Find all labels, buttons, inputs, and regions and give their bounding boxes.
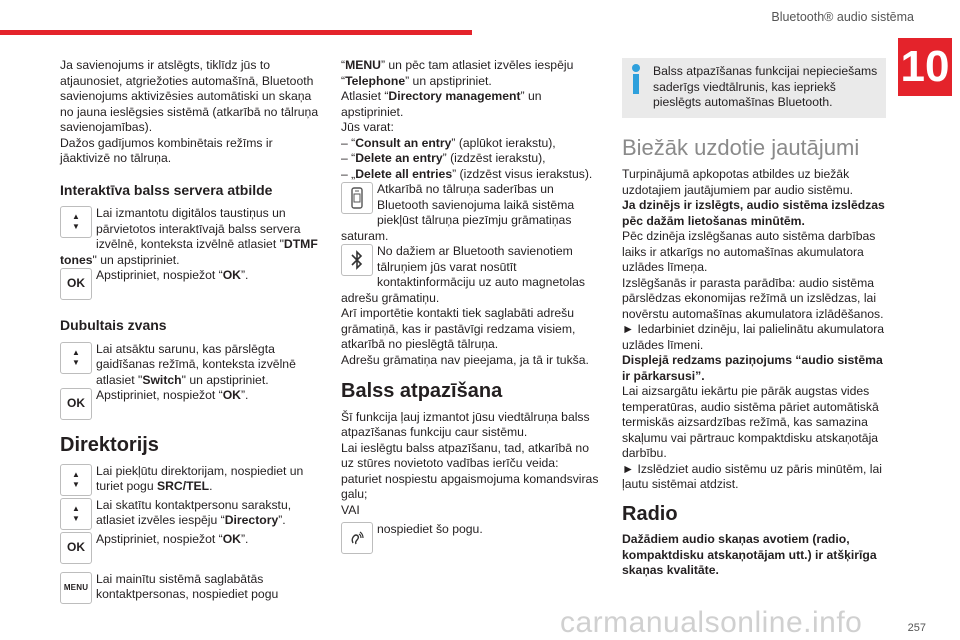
faq-answer: Lai aizsargātu iekārtu pie pārāk augstas vides temperatūras, audio sistēma pāriet automātiskā termiskās aizsardzības režīmā, kas samazina skaļumu vai pārtrauc kompaktdisku atskaņotāja darbību. — [622, 384, 879, 460]
list-item: – „Delete all entries” (izdzēst visus ierakstus). — [341, 166, 593, 181]
bluetooth-icon — [341, 244, 373, 276]
list-item: – “Delete an entry” (izdzēst ierakstu), — [341, 151, 546, 165]
column-right — [622, 58, 886, 579]
voice-command-icon — [341, 522, 373, 554]
step-voice-button — [341, 522, 603, 556]
page-number: 257 — [907, 622, 926, 634]
ok-button-icon: OK — [60, 268, 92, 300]
heading-faq: Biežāk uzdotie jautājumi — [622, 134, 860, 160]
faq-answer: Izslēgšanās ir parasta parādība: audio sistēma pārslēdzas ekonomijas režīmā un izslēdzas, lai novērstu automašīnas akumulatora izlādēšanos. — [622, 275, 884, 321]
chapter-number-badge: 10 — [898, 38, 952, 96]
step-confirm-1 — [60, 268, 322, 302]
note-bluetooth — [341, 244, 603, 306]
faq-question: Dažādiem audio skaņas avotiem (radio, kompaktdisku atskaņotājam utt.) ir atšķirīga skaņas kvalitāte. — [622, 532, 877, 577]
faq-answer: ► Iedarbiniet dzinēju, lai palielinātu akumulatora uzlādes līmeni. — [622, 322, 885, 352]
menu-button-icon: MENU — [60, 572, 92, 604]
watermark: carmanualsonline.info — [560, 606, 863, 639]
dir-edit-text: Lai mainītu sistēmā saglabātās kontaktpersonas, nospiediet pogu — [96, 571, 279, 601]
step-dtmf — [60, 206, 322, 268]
page-header-title: Bluetooth® audio sistēma — [771, 10, 914, 24]
heading-double-call: Dubultais zvans — [60, 317, 167, 333]
step-dir-edit — [60, 572, 322, 606]
dtmf-text: Lai izmantotu digitālos taustiņus un pārvietotos interaktīvajā balss servera izvēlnē, konteksta izvēlnē atlasiet "DTMF tones" un apstipriniet. — [60, 206, 318, 267]
paragraph-or: VAI — [341, 502, 360, 517]
confirm-text: Apstipriniet, nospiežot “OK”. — [96, 268, 249, 282]
heading-interactive-voice: Interaktīva balss servera atbilde — [60, 181, 273, 198]
dir-access-text: Lai piekļūtu direktorijam, nospiediet un turiet pogu SRC/TEL. — [96, 463, 304, 493]
paragraph-voice-function: Šī funkcija ļauj izmantot jūsu viedtālruņa balss atpazīšanas funkciju caur sistēmu. — [341, 409, 590, 439]
paragraph-combined-mode: Dažos gadījumos kombinētais režīms ir jāaktivizē no tālruņa. — [60, 135, 273, 165]
switch-text: Lai atsāktu sarunu, kas pārslēgta gaidīšanas režīmā, konteksta izvēlnē atlasiet "Switch" un apstipriniet. — [96, 341, 296, 387]
phone-note-text: Atkarībā no tālruņa saderības un Bluetooth savienojuma laikā sistēma piekļūst tālruņa piezīmju grāmatiņas saturam. — [341, 182, 575, 243]
paragraph-voice-enable: Lai ieslēgtu balss atpazīšanu, tad, atkarībā no uz stūres novietoto vadības ierīču veida: — [341, 440, 589, 470]
bluetooth-note-text: No dažiem ar Bluetooth savienotiem tālruņiem jūs varat nosūtīt kontaktinformāciju uz auto magnetolas adrešu grāmatiņu. — [341, 244, 585, 305]
up-down-arrows-icon: ▲ ▼ — [60, 342, 92, 374]
ok-button-icon: OK — [60, 532, 92, 564]
column-left — [60, 58, 322, 606]
up-down-arrows-icon: ▲ ▼ — [60, 464, 92, 496]
up-down-arrows-icon: ▲ ▼ — [60, 206, 92, 238]
paragraph-empty: Adrešu grāmatiņa nav pieejama, ja tā ir tukša. — [341, 352, 589, 367]
confirm-text: Apstipriniet, nospiežot “OK”. — [96, 531, 249, 546]
step-dir-access — [60, 464, 322, 498]
paragraph-faq-intro: Turpinājumā apkopotas atbildes uz biežāk uzdotajiem jautājumiem par audio sistēmu. — [622, 167, 853, 197]
paragraph-directory-management: Atlasiet “Directory management” un apstipriniet. — [341, 89, 542, 119]
info-text: Balss atpazīšanas funkcijai nepieciešams saderīgs viedtālrunis, kas iepriekš pieslēgts automašīnas Bluetooth. — [653, 64, 878, 109]
step-confirm-2 — [60, 388, 322, 422]
step-confirm-3 — [60, 532, 322, 566]
info-box — [622, 58, 886, 118]
faq-answer: ► Izslēdziet audio sistēmu uz pāris minūtēm, lai ļautu sistēmai atdzist. — [622, 461, 882, 491]
paragraph-reconnect: Ja savienojums ir atslēgts, tiklīdz jūs to atjaunosiet, atgriežoties automašīnā, Bluetooth savienojums aktivizēsies automātiski un skaņa no jauna ieslēgsies sistēmā (atkarībā no tālruņa savienojamības). — [60, 58, 319, 134]
info-icon — [627, 64, 645, 94]
ok-button-icon: OK — [60, 388, 92, 420]
voice-button-text: nospiediet šo pogu. — [377, 522, 483, 536]
faq-question: Ja dzinējs ir izslēgts, audio sistēma izslēdzas pēc dažām lietošanas minūtēm. — [622, 198, 885, 228]
faq-question: Displejā redzams paziņojums “audio sistēma ir pārkarsusi”. — [622, 353, 883, 383]
heading-radio: Radio — [622, 502, 678, 525]
dir-list-text: Lai skatītu kontaktpersonu sarakstu, atlasiet izvēles iespēju “Directory”. — [96, 497, 292, 527]
list-item: – “Consult an entry” (aplūkot ierakstu), — [341, 135, 556, 150]
paragraph-voice-stalk: paturiet nospiestu apgaismojuma komandsviras galu; — [341, 471, 599, 501]
paragraph-menu-telephone: “MENU” un pēc tam atlasiet izvēles iespēju “Telephone” un apstipriniet. — [341, 58, 574, 88]
paragraph-you-can: Jūs varat: — [341, 120, 394, 134]
step-dir-list — [60, 498, 322, 532]
column-middle — [341, 58, 603, 556]
heading-voice-recognition: Balss atpazīšana — [341, 380, 503, 402]
paragraph-import: Arī importētie kontakti tiek saglabāti adrešu grāmatiņā, kas ir pastāvīgi redzama visiem, atkarībā no pieslēgtā tālruņa. — [341, 306, 576, 351]
top-accent-bar — [0, 30, 472, 35]
confirm-text: Apstipriniet, nospiežot “OK”. — [96, 388, 249, 402]
note-phone-compat — [341, 182, 603, 244]
heading-directory: Direktorijs — [60, 434, 159, 456]
faq-answer: Pēc dzinēja izslēgšanas auto sistēma darbības laiks ir atkarīgs no automašīnas akumulatora uzlādes līmeņa. — [622, 229, 876, 274]
up-down-arrows-icon: ▲ ▼ — [60, 498, 92, 530]
phone-icon — [341, 182, 373, 214]
step-switch — [60, 342, 322, 389]
